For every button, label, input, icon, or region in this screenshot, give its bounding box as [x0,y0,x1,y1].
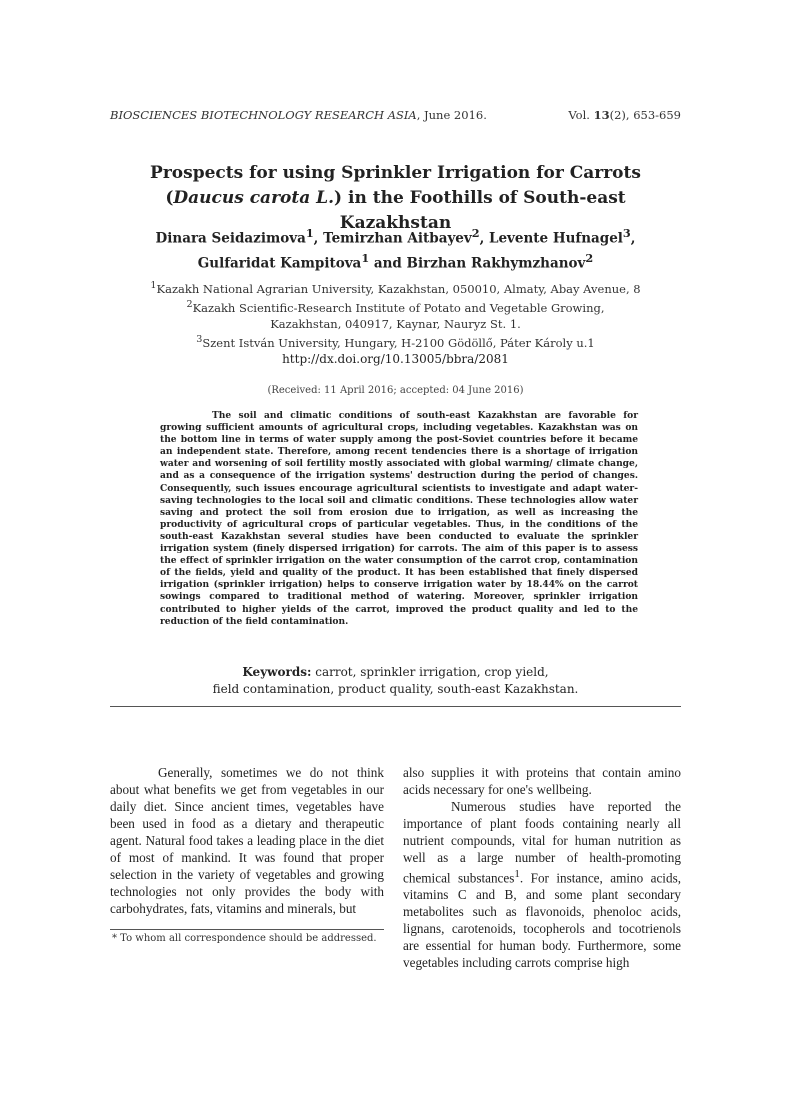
affiliation-3 [110,332,681,351]
section-divider [110,706,681,707]
affiliation-2-num: 2 [186,299,193,311]
citation-ref[interactable]: 1 [514,868,520,880]
doi-link[interactable]: http://dx.doi.org/10.13005/bbra/2081 [282,352,509,366]
authors-line-1 [110,224,681,249]
body-paragraph-continued: also supplies it with proteins that contain amino acids necessary for one's wellbeing. [403,765,681,797]
keywords-list-1: carrot, sprinkler irrigation, crop yield, [311,665,549,679]
volume-prefix: Vol. [568,108,594,122]
author-3-comma: , [630,230,636,247]
title-line-1: Prospects for using Sprinkler Irrigation for Carrots [150,163,641,183]
keywords-label: Keywords: [242,665,312,679]
body-column-right [403,764,681,971]
author-2-affil: 2 [471,226,480,240]
keywords [110,664,681,698]
affiliation-2-cont: Kazakhstan, 040917, Kaynar, Nauryz St. 1. [270,316,521,331]
affiliation-2-text: Kazakh Scientific-Research Institute of Potato and Vegetable Growing, [192,301,605,316]
title-line-2-rest: ) in the Foothills of South-east Kazakhstan [334,188,626,233]
footnote: * To whom all correspondence should be addressed. [112,933,377,944]
affiliation-3-text: Szent István University, Hungary, H-2100 Gödöllő, Páter Károly u.1 [202,335,595,350]
affiliation-1-num: 1 [150,280,157,291]
volume-info [568,108,681,122]
abstract [160,410,638,628]
affiliation-3-num: 3 [196,334,203,346]
footnote-divider [110,929,384,930]
abstract-text: The soil and climatic conditions of south-east Kazakhstan are favorable for growing sufficient amounts of agricultural crops, including vegetables. Kazakhstan was on the bottom line in terms of water supply among the post-Soviet countries before it became an independent state. Therefore, among recent tendencies there is a shortage of irrigation water and worsening of soil fertility mostly associated with global warming/ climate change, and as a consequence of the irrigation systems' destruction during the period of changes. Consequently, such issues encourage agricultural scientists to investigate and adapt water-saving technologies to the local soil and climatic conditions. These technologies allow water saving and protect the soil from erosion due to irrigation, as well as increasing the productivity of agricultural crops of particular vegetables. Thus, in the conditions of the south-east Kazakhstan several studies have been conducted to evaluate the sprinkler irrigation system (finely dispersed irrigation) for carrots. The aim of this paper is to assess the effect of sprinkler irrigation on the water consumption of the carrot crop, contamination of the fields, yield and quality of the product. It has been established that finely dispersed irrigation (sprinkler irrigation) helps to conserve irrigation water by 18.44% on the carrot sowings compared to traditional method of watering. Moreover, sprinkler irrigation contributed to higher yields of the carrot, improved the product quality and led to the reduction of the field contamination. [160,410,638,627]
author-1-affil: 1 [305,226,314,240]
author-4-affil: 1 [361,250,370,265]
author-3: , Levente Hufnagel [479,230,623,247]
author-4: Gulfaridat Kampitova [197,255,362,271]
affiliation-1-text: Kazakh National Agrarian University, Kazakhstan, 050010, Almaty, Abay Avenue, 8 [156,281,641,296]
body-paragraph [110,764,384,917]
affiliations [110,278,681,351]
affiliation-2 [110,297,681,316]
body-text-left: Generally, sometimes we do not think about what benefits we get from vegetables in our daily diet. Since ancient times, vegetables have been used in food as a dietary and therapeutic agent. Natural food takes a leading place in the diet of most of mankind. It was found that proper selection in the variety of vegetables and growing technologies not only provides the body with carbohydrates, fats, vitamins and minerals, but [110,765,384,916]
affiliation-1 [110,278,681,297]
authors-line-2 [110,249,681,274]
author-3-affil: 3 [622,226,631,240]
body-paragraph [403,798,681,971]
body-text-right-b: . For instance, amino acids, vitamins C and B, and some plant secondary metabolites such as flavonoids, phenoloc acids, lignans, carotenoids, tocopherols and tocotrienols are essential for human body. Furthermore, some vegetables including carrots comprise high [403,870,681,971]
author-5-affil: 2 [585,250,594,265]
journal-name: BIOSCIENCES BIOTECHNOLOGY RESEARCH ASIA [110,108,417,122]
keywords-line-1 [110,664,681,681]
volume-number: 13 [593,108,610,122]
volume-pages: (2), 653-659 [609,108,681,122]
author-1: Dinara Seidazimova [155,230,306,247]
author-list [110,224,681,273]
species-name: Daucus carota L. [173,188,335,208]
title-paren-open: ( [165,188,174,208]
body-text-right-a: Numerous studies have reported the importance of plant foods containing nearly all nutrient compounds, vital for human nutrition as well as a large number of health-promoting chemical substances [403,799,681,886]
author-2: , Temirzhan Aitbayev [313,230,472,247]
issue-date: , June 2016. [416,108,487,122]
keywords-line-2: field contamination, product quality, south-east Kazakhstan. [212,682,579,696]
author-5: and Birzhan Rakhymzhanov [369,255,586,271]
body-column-left [110,764,384,917]
journal-citation [110,108,487,122]
received-accepted-dates: (Received: 11 April 2016; accepted: 04 June 2016) [267,385,524,396]
